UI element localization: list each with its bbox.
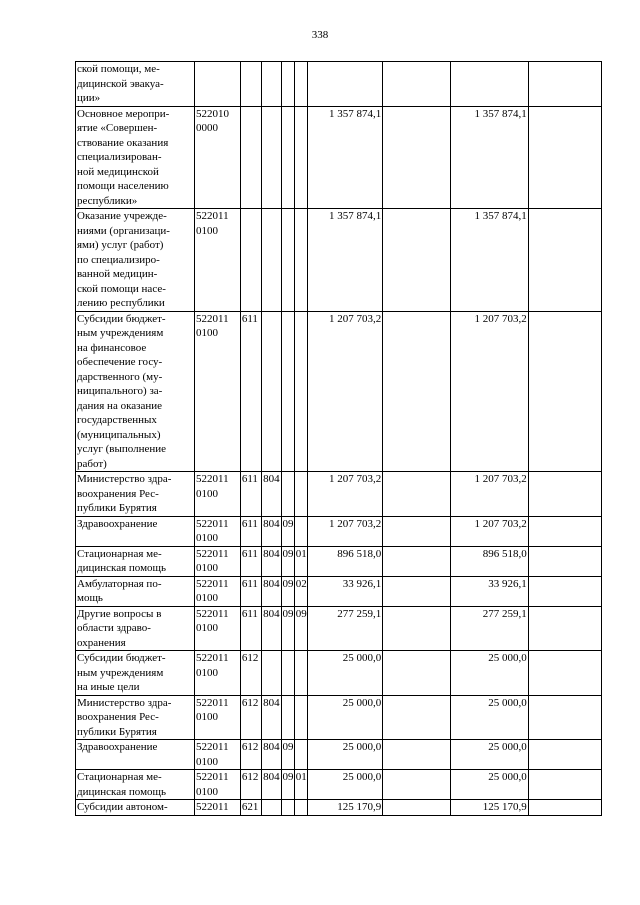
empty-cell bbox=[383, 606, 451, 651]
empty-cell bbox=[383, 800, 451, 816]
target-article-code-cell bbox=[195, 695, 241, 740]
table-row bbox=[76, 472, 602, 517]
expense-name-line: Министерство здра- bbox=[77, 696, 172, 709]
section-code-cell bbox=[281, 695, 294, 740]
expense-type-cell: 612 bbox=[240, 770, 261, 800]
expense-type-cell: 621 bbox=[240, 800, 261, 816]
empty-cell bbox=[383, 62, 451, 107]
empty-cell bbox=[528, 62, 601, 107]
expense-name-cell bbox=[76, 546, 195, 576]
expense-name-line: области здраво- bbox=[77, 622, 151, 634]
ministry-code-cell: 804 bbox=[262, 695, 281, 740]
expense-name-line: Оказание учрежде- bbox=[77, 210, 167, 222]
expense-name-line: республики» bbox=[77, 194, 138, 207]
subsection-code-cell bbox=[294, 740, 307, 770]
target-article-code-part: 0100 bbox=[196, 562, 219, 574]
expense-type-cell: 611 bbox=[240, 311, 261, 472]
target-article-code-part: 0100 bbox=[196, 622, 219, 634]
subsection-code-cell bbox=[294, 472, 307, 517]
amount-cell: 896 518,0 bbox=[307, 546, 382, 576]
amount-cell: 1 207 703,2 bbox=[307, 311, 382, 472]
target-article-code-part: 0000 bbox=[196, 122, 219, 134]
empty-cell bbox=[528, 516, 601, 546]
section-code-cell bbox=[281, 209, 294, 312]
section-code-cell bbox=[281, 651, 294, 696]
expense-name-line: ной медицинской bbox=[77, 165, 159, 178]
expense-name-line: дарственного (му- bbox=[77, 370, 163, 383]
amount-cell bbox=[307, 62, 382, 107]
expense-name-line: на финансовое bbox=[77, 341, 147, 354]
target-article-code-part: 0100 bbox=[196, 532, 219, 544]
expense-name-cell bbox=[76, 606, 195, 651]
empty-cell bbox=[383, 106, 451, 209]
expense-name-line: Субсидии автоном- bbox=[77, 801, 168, 813]
table-row bbox=[76, 651, 602, 696]
empty-cell bbox=[383, 770, 451, 800]
section-code-cell: 09 bbox=[281, 770, 294, 800]
table-row bbox=[76, 516, 602, 546]
table-row bbox=[76, 606, 602, 651]
empty-cell bbox=[383, 516, 451, 546]
expense-name-line: ным учреждениям bbox=[77, 327, 164, 339]
table-row bbox=[76, 770, 602, 800]
target-article-code-cell bbox=[195, 740, 241, 770]
amount-cell: 277 259,1 bbox=[307, 606, 382, 651]
section-code-cell bbox=[281, 472, 294, 517]
target-article-code-part: 522011 bbox=[196, 696, 229, 709]
expense-name-cell bbox=[76, 740, 195, 770]
amount-total-cell: 1 207 703,2 bbox=[451, 311, 528, 472]
target-article-code-cell bbox=[195, 62, 241, 107]
subsection-code-cell: 01 bbox=[294, 770, 307, 800]
amount-total-cell: 277 259,1 bbox=[451, 606, 528, 651]
section-code-cell: 09 bbox=[281, 546, 294, 576]
amount-total-cell: 1 357 874,1 bbox=[451, 209, 528, 312]
ministry-code-cell: 804 bbox=[262, 576, 281, 606]
empty-cell bbox=[383, 695, 451, 740]
table-row bbox=[76, 800, 602, 816]
expense-name-line: Стационарная ме- bbox=[77, 547, 162, 560]
expense-type-cell: 611 bbox=[240, 516, 261, 546]
target-article-code-part: 0100 bbox=[196, 755, 219, 768]
amount-total-cell: 25 000,0 bbox=[451, 695, 528, 740]
expense-name-line: по специализиро- bbox=[77, 253, 160, 266]
target-article-code-part: 522011 bbox=[196, 652, 229, 664]
section-code-cell bbox=[281, 800, 294, 816]
empty-cell bbox=[528, 311, 601, 472]
table-row bbox=[76, 311, 602, 472]
empty-cell bbox=[528, 740, 601, 770]
expense-name-line: дания на оказание bbox=[77, 399, 163, 412]
ministry-code-cell: 804 bbox=[262, 516, 281, 546]
expense-name-line: публики Бурятия bbox=[77, 502, 157, 514]
subsection-code-cell bbox=[294, 106, 307, 209]
amount-cell: 33 926,1 bbox=[307, 576, 382, 606]
empty-cell bbox=[383, 576, 451, 606]
expense-type-cell: 612 bbox=[240, 695, 261, 740]
expense-name-line: специализирован- bbox=[77, 151, 162, 163]
amount-cell: 25 000,0 bbox=[307, 695, 382, 740]
empty-cell bbox=[528, 770, 601, 800]
target-article-code-part: 522011 bbox=[196, 771, 229, 783]
expense-type-cell bbox=[240, 106, 261, 209]
expense-name-line: Амбулаторная по- bbox=[77, 577, 162, 590]
target-article-code-part: 522011 bbox=[196, 607, 229, 620]
expense-type-cell bbox=[240, 62, 261, 107]
empty-cell bbox=[528, 576, 601, 606]
expense-name-cell bbox=[76, 695, 195, 740]
table-row bbox=[76, 209, 602, 312]
expense-type-cell: 611 bbox=[240, 576, 261, 606]
amount-cell: 1 207 703,2 bbox=[307, 516, 382, 546]
empty-cell bbox=[383, 311, 451, 472]
expense-name-cell bbox=[76, 651, 195, 696]
section-code-cell bbox=[281, 311, 294, 472]
expense-name-line: Другие вопросы в bbox=[77, 607, 162, 620]
target-article-code-part: 0100 bbox=[196, 327, 219, 339]
empty-cell bbox=[383, 651, 451, 696]
ministry-code-cell: 804 bbox=[262, 740, 281, 770]
subsection-code-cell bbox=[294, 695, 307, 740]
subsection-code-cell bbox=[294, 516, 307, 546]
ministry-code-cell: 804 bbox=[262, 472, 281, 517]
ministry-code-cell bbox=[262, 800, 281, 816]
expense-name-line: Здравоохранение bbox=[77, 517, 158, 530]
ministry-code-cell: 804 bbox=[262, 770, 281, 800]
amount-total-cell: 1 357 874,1 bbox=[451, 106, 528, 209]
expense-type-cell: 611 bbox=[240, 546, 261, 576]
expense-name-line: Министерство здра- bbox=[77, 473, 172, 485]
expense-name-line: ванной медицин- bbox=[77, 268, 158, 280]
ministry-code-cell bbox=[262, 106, 281, 209]
subsection-code-cell: 01 bbox=[294, 546, 307, 576]
expense-name-cell bbox=[76, 516, 195, 546]
amount-cell: 25 000,0 bbox=[307, 740, 382, 770]
subsection-code-cell bbox=[294, 651, 307, 696]
expense-name-line: ниями (организаци- bbox=[77, 224, 170, 237]
amount-total-cell: 896 518,0 bbox=[451, 546, 528, 576]
empty-cell bbox=[528, 695, 601, 740]
table-row bbox=[76, 546, 602, 576]
empty-cell bbox=[528, 606, 601, 651]
expense-name-cell bbox=[76, 311, 195, 472]
empty-cell bbox=[528, 546, 601, 576]
target-article-code-cell bbox=[195, 516, 241, 546]
table-row bbox=[76, 62, 602, 107]
target-article-code-cell bbox=[195, 576, 241, 606]
expense-name-line: воохранения Рес- bbox=[77, 487, 159, 500]
subsection-code-cell bbox=[294, 62, 307, 107]
amount-total-cell: 125 170,9 bbox=[451, 800, 528, 816]
target-article-code-part: 522011 bbox=[196, 473, 229, 485]
expense-name-cell bbox=[76, 209, 195, 312]
amount-cell: 1 357 874,1 bbox=[307, 209, 382, 312]
expense-name-line: ствование оказания bbox=[77, 136, 169, 149]
expense-name-line: работ) bbox=[77, 457, 107, 470]
ministry-code-cell bbox=[262, 209, 281, 312]
expense-name-line: Субсидии бюджет- bbox=[77, 312, 166, 325]
expense-name-line: услуг (выполнение bbox=[77, 443, 167, 455]
expense-name-line: Основное меропри- bbox=[77, 107, 170, 120]
expense-name-line: ниципального) за- bbox=[77, 385, 163, 397]
amount-cell: 1 207 703,2 bbox=[307, 472, 382, 517]
empty-cell bbox=[528, 472, 601, 517]
expense-type-cell: 612 bbox=[240, 651, 261, 696]
target-article-code-cell bbox=[195, 546, 241, 576]
expense-name-line: Здравоохранение bbox=[77, 741, 158, 753]
table-row bbox=[76, 695, 602, 740]
expense-name-line: помощи населению bbox=[77, 180, 169, 192]
subsection-code-cell bbox=[294, 800, 307, 816]
amount-total-cell bbox=[451, 62, 528, 107]
table-row bbox=[76, 106, 602, 209]
expense-name-line: на иные цели bbox=[77, 681, 140, 693]
target-article-code-part: 522011 bbox=[196, 741, 229, 753]
expense-name-line: ской помощи насе- bbox=[77, 282, 166, 295]
amount-total-cell: 25 000,0 bbox=[451, 740, 528, 770]
page-number: 338 bbox=[311, 29, 329, 41]
empty-cell bbox=[528, 800, 601, 816]
section-code-cell: 09 bbox=[281, 740, 294, 770]
empty-cell bbox=[383, 209, 451, 312]
target-article-code-cell bbox=[195, 770, 241, 800]
target-article-code-cell bbox=[195, 606, 241, 651]
ministry-code-cell bbox=[262, 62, 281, 107]
amount-cell: 25 000,0 bbox=[307, 651, 382, 696]
ministry-code-cell bbox=[262, 311, 281, 472]
target-article-code-cell bbox=[195, 800, 241, 816]
expense-name-line: ции» bbox=[77, 92, 101, 104]
expense-name-cell bbox=[76, 106, 195, 209]
table-row bbox=[76, 740, 602, 770]
target-article-code-part: 522011 bbox=[196, 517, 229, 530]
expense-name-cell bbox=[76, 800, 195, 816]
expense-type-cell: 612 bbox=[240, 740, 261, 770]
target-article-code-cell bbox=[195, 209, 241, 312]
amount-total-cell: 33 926,1 bbox=[451, 576, 528, 606]
subsection-code-cell bbox=[294, 209, 307, 312]
expense-name-cell bbox=[76, 770, 195, 800]
expense-name-line: ской помощи, ме- bbox=[77, 63, 160, 75]
expense-name-line: (муниципальных) bbox=[77, 428, 161, 441]
target-article-code-part: 0100 bbox=[196, 592, 219, 604]
target-article-code-part: 0100 bbox=[196, 224, 219, 237]
target-article-code-part: 522011 bbox=[196, 547, 229, 560]
expense-name-line: обеспечение госу- bbox=[77, 356, 163, 368]
expense-name-line: мощь bbox=[77, 592, 103, 604]
expense-type-cell bbox=[240, 209, 261, 312]
empty-cell bbox=[528, 209, 601, 312]
expense-name-line: охранения bbox=[77, 636, 126, 649]
empty-cell bbox=[383, 472, 451, 517]
ministry-code-cell: 804 bbox=[262, 606, 281, 651]
section-code-cell: 09 bbox=[281, 606, 294, 651]
subsection-code-cell: 02 bbox=[294, 576, 307, 606]
subsection-code-cell: 09 bbox=[294, 606, 307, 651]
expense-name-line: дицинская помощь bbox=[77, 562, 167, 574]
target-article-code-part: 0100 bbox=[196, 487, 219, 500]
amount-cell: 1 357 874,1 bbox=[307, 106, 382, 209]
expense-name-line: ным учреждениям bbox=[77, 666, 164, 679]
target-article-code-part: 522011 bbox=[196, 577, 229, 590]
expense-name-line: публики Бурятия bbox=[77, 725, 157, 738]
section-code-cell bbox=[281, 106, 294, 209]
target-article-code-part: 522011 bbox=[196, 312, 229, 325]
subsection-code-cell bbox=[294, 311, 307, 472]
amount-total-cell: 1 207 703,2 bbox=[451, 516, 528, 546]
empty-cell bbox=[383, 546, 451, 576]
target-article-code-part: 0100 bbox=[196, 711, 219, 723]
expense-name-line: лению республики bbox=[77, 297, 165, 309]
amount-total-cell: 25 000,0 bbox=[451, 770, 528, 800]
amount-total-cell: 1 207 703,2 bbox=[451, 472, 528, 517]
expense-name-line: воохранения Рес- bbox=[77, 711, 159, 723]
target-article-code-cell bbox=[195, 311, 241, 472]
expense-type-cell: 611 bbox=[240, 606, 261, 651]
expense-name-cell bbox=[76, 472, 195, 517]
expense-name-line: Стационарная ме- bbox=[77, 771, 162, 783]
expense-name-line: ями) услуг (работ) bbox=[77, 239, 164, 251]
amount-cell: 125 170,9 bbox=[307, 800, 382, 816]
expense-type-cell: 611 bbox=[240, 472, 261, 517]
expense-name-cell bbox=[76, 62, 195, 107]
target-article-code-cell bbox=[195, 106, 241, 209]
amount-cell: 25 000,0 bbox=[307, 770, 382, 800]
expense-name-line: дицинская помощь bbox=[77, 785, 167, 798]
target-article-code-part: 0100 bbox=[196, 666, 219, 679]
target-article-code-cell bbox=[195, 651, 241, 696]
section-code-cell bbox=[281, 62, 294, 107]
expense-name-line: Субсидии бюджет- bbox=[77, 652, 166, 664]
empty-cell bbox=[528, 106, 601, 209]
empty-cell bbox=[383, 740, 451, 770]
target-article-code-part: 522010 bbox=[196, 107, 230, 120]
table-row bbox=[76, 576, 602, 606]
amount-total-cell: 25 000,0 bbox=[451, 651, 528, 696]
budget-table bbox=[75, 61, 602, 816]
empty-cell bbox=[528, 651, 601, 696]
ministry-code-cell bbox=[262, 651, 281, 696]
expense-name-line: ятие «Совершен- bbox=[77, 122, 158, 134]
target-article-code-part: 522011 bbox=[196, 801, 229, 813]
section-code-cell: 09 bbox=[281, 576, 294, 606]
ministry-code-cell: 804 bbox=[262, 546, 281, 576]
expense-name-line: дицинской эвакуа- bbox=[77, 77, 164, 90]
budget-table-body bbox=[76, 62, 602, 816]
expense-name-cell bbox=[76, 576, 195, 606]
section-code-cell: 09 bbox=[281, 516, 294, 546]
target-article-code-cell bbox=[195, 472, 241, 517]
expense-name-line: государственных bbox=[77, 414, 157, 426]
target-article-code-part: 0100 bbox=[196, 785, 219, 798]
target-article-code-part: 522011 bbox=[196, 210, 229, 222]
